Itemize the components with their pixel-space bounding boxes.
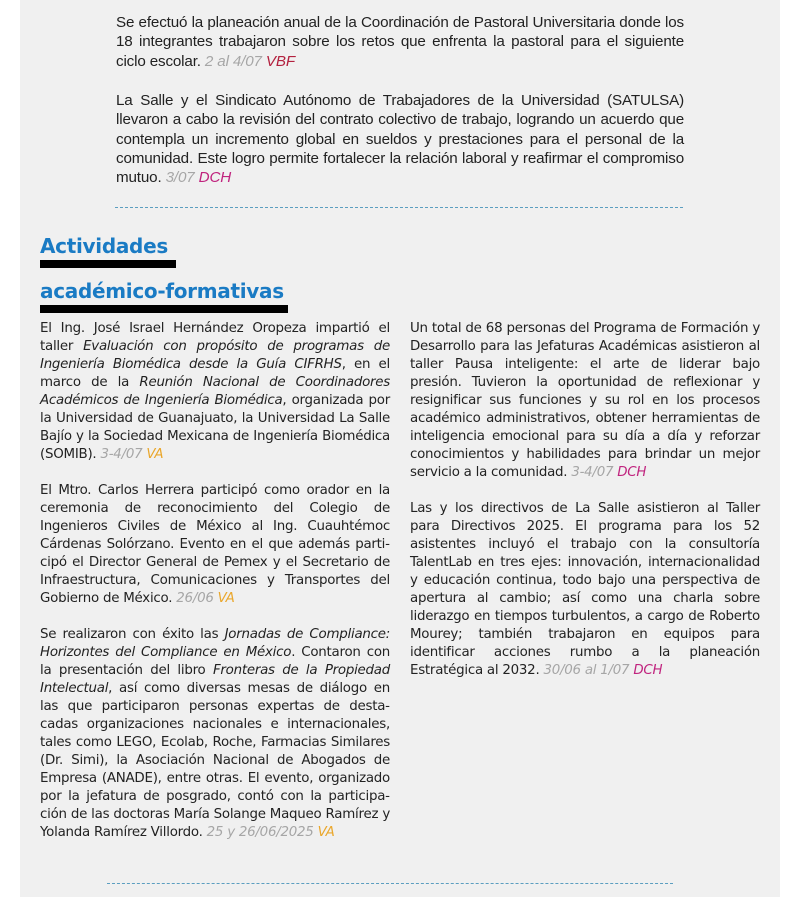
news-date: 30/06 al 1/07 <box>543 663 630 678</box>
news-item-satulsa <box>116 91 684 188</box>
italic-title-text: Fronteras de la Propiedad Intelectual <box>40 663 391 696</box>
news-item <box>40 320 390 464</box>
news-text: El Mtro. Carlos Herrera participó como orador en la ceremonia de reconocimiento del Colegio de Ingenieros Civiles de México al Ing. Cuauhtémoc Cárdenas Solórzano. Evento en el que además participó el Director General de Pemex y el Secretario de Infraestructura, Comunicaciones y Transportes del Gobierno de México. <box>40 483 390 606</box>
author-tag: VA <box>317 825 335 840</box>
news-date: 26/06 <box>176 591 214 606</box>
title-underline-bar <box>40 260 176 268</box>
news-text: Se realizaron con éxito las <box>40 627 225 642</box>
news-text: , organizada por la Universidad de Guanajuato, la Universidad La Salle Bajío y la Sociedad Mexicana de Ingeniería Biomédica (SOMIB). <box>40 393 390 462</box>
title-underline-bar <box>40 305 288 313</box>
news-date: 3-4/07 <box>571 465 614 480</box>
section-divider-top <box>115 207 683 208</box>
author-tag: DCH <box>198 169 232 187</box>
author-tag: DCH <box>633 663 663 678</box>
italic-title-text: Jornadas de Compliance: Horizontes del Compliance en México <box>40 627 390 660</box>
news-text: Un total de 68 personas del Programa de Formación y Desarrollo para las Jefaturas Académicas asistieron al taller Pausa inteligente: el arte de liderar bajo presión. Tuvieron la oportunidad de reflexionar y resignificar sus funciones y su rol en los procesos académico administrativos, obtener herramientas de inteligencia emocional para su día a día y reforzar conocimientos y habilidades para brindar un mejor servicio a la comunidad. <box>410 321 760 480</box>
news-text: , así como diversas mesas de diálogo en las que participaron personas expertas de destacadas organizaciones nacionales e internacionales, tales como LEGO, Ecolab, Roche, Farmacias Similares (Dr. Simi), la Asociación Nacional de Abogados de Empresa (ANADE), entre otras. El evento, organizado por la jefatura de posgrado, contó con la participación de las doctoras María Solange Maqueo Ramírez y Yolanda Ramírez Villordo. <box>40 681 390 840</box>
section-heading <box>40 232 288 322</box>
news-item <box>410 500 760 680</box>
left-column <box>40 320 390 860</box>
news-date: 2 al 4/07 <box>204 52 262 70</box>
news-text: , en el marco de la <box>40 357 390 390</box>
news-item <box>40 482 390 608</box>
author-tag: VA <box>146 447 164 462</box>
news-text: El Ing. José Israel Hernández Oropeza impartió el taller <box>40 321 390 354</box>
news-text: Se efectuó la planeación anual de la Coordinación de Pastoral Universitaria donde los 18 integrantes trabajaron sobre los retos que enfrenta la pastoral para el siguiente ciclo escolar. <box>116 14 684 70</box>
news-text: La Salle y el Sindicato Autónomo de Trabajadores de la Universidad (SATULSA) llevaron a cabo la revisión del contrato colectivo de trabajo, logrando un acuerdo que contempla un incremento global en sueldos y prestaciones para el personal de la comunidad. Este logro permite fortalecer la relación laboral y reafirmar el compromiso mutuo. <box>116 91 684 187</box>
author-tag: DCH <box>617 465 647 480</box>
right-column <box>410 320 760 698</box>
news-date: 3/07 <box>165 169 195 187</box>
news-date: 3-4/07 <box>100 447 143 462</box>
italic-title-text: Reunión Nacional de Coordinadores Académicos de Ingeniería Biomédica <box>40 375 391 408</box>
news-item <box>410 320 760 482</box>
news-text: . Contaron con la presentación del libro <box>40 645 390 678</box>
section-divider-bottom <box>107 883 673 884</box>
section-title-line2: académico-formativas <box>40 279 284 303</box>
news-item-pastoral <box>116 13 684 71</box>
news-date: 25 y 26/06/2025 <box>206 825 314 840</box>
italic-title-text: Evaluación con propósito de programas de Ingeniería Biomédica desde la Guía CIFRHS <box>40 339 390 372</box>
top-news-block <box>116 13 684 207</box>
section-title-line1: Actividades <box>40 234 168 258</box>
author-tag: VBF <box>265 52 296 70</box>
news-text: Las y los directivos de La Salle asistieron al Taller para Directivos 2025. El programa para los 52 asistentes incluyó el trabajo con la consultoría TalentLab en tres ejes: innovación, internacionalidad y educación continua, todo bajo una perspectiva de apertura al cambio; así como una charla sobre liderazgo en tiempos turbulentos, a cargo de Roberto Mourey; también trabajaron en equipos para identificar acciones rumbo a la planeación Estratégica al 2032. <box>410 501 760 678</box>
news-item <box>40 626 390 842</box>
author-tag: VA <box>217 591 235 606</box>
